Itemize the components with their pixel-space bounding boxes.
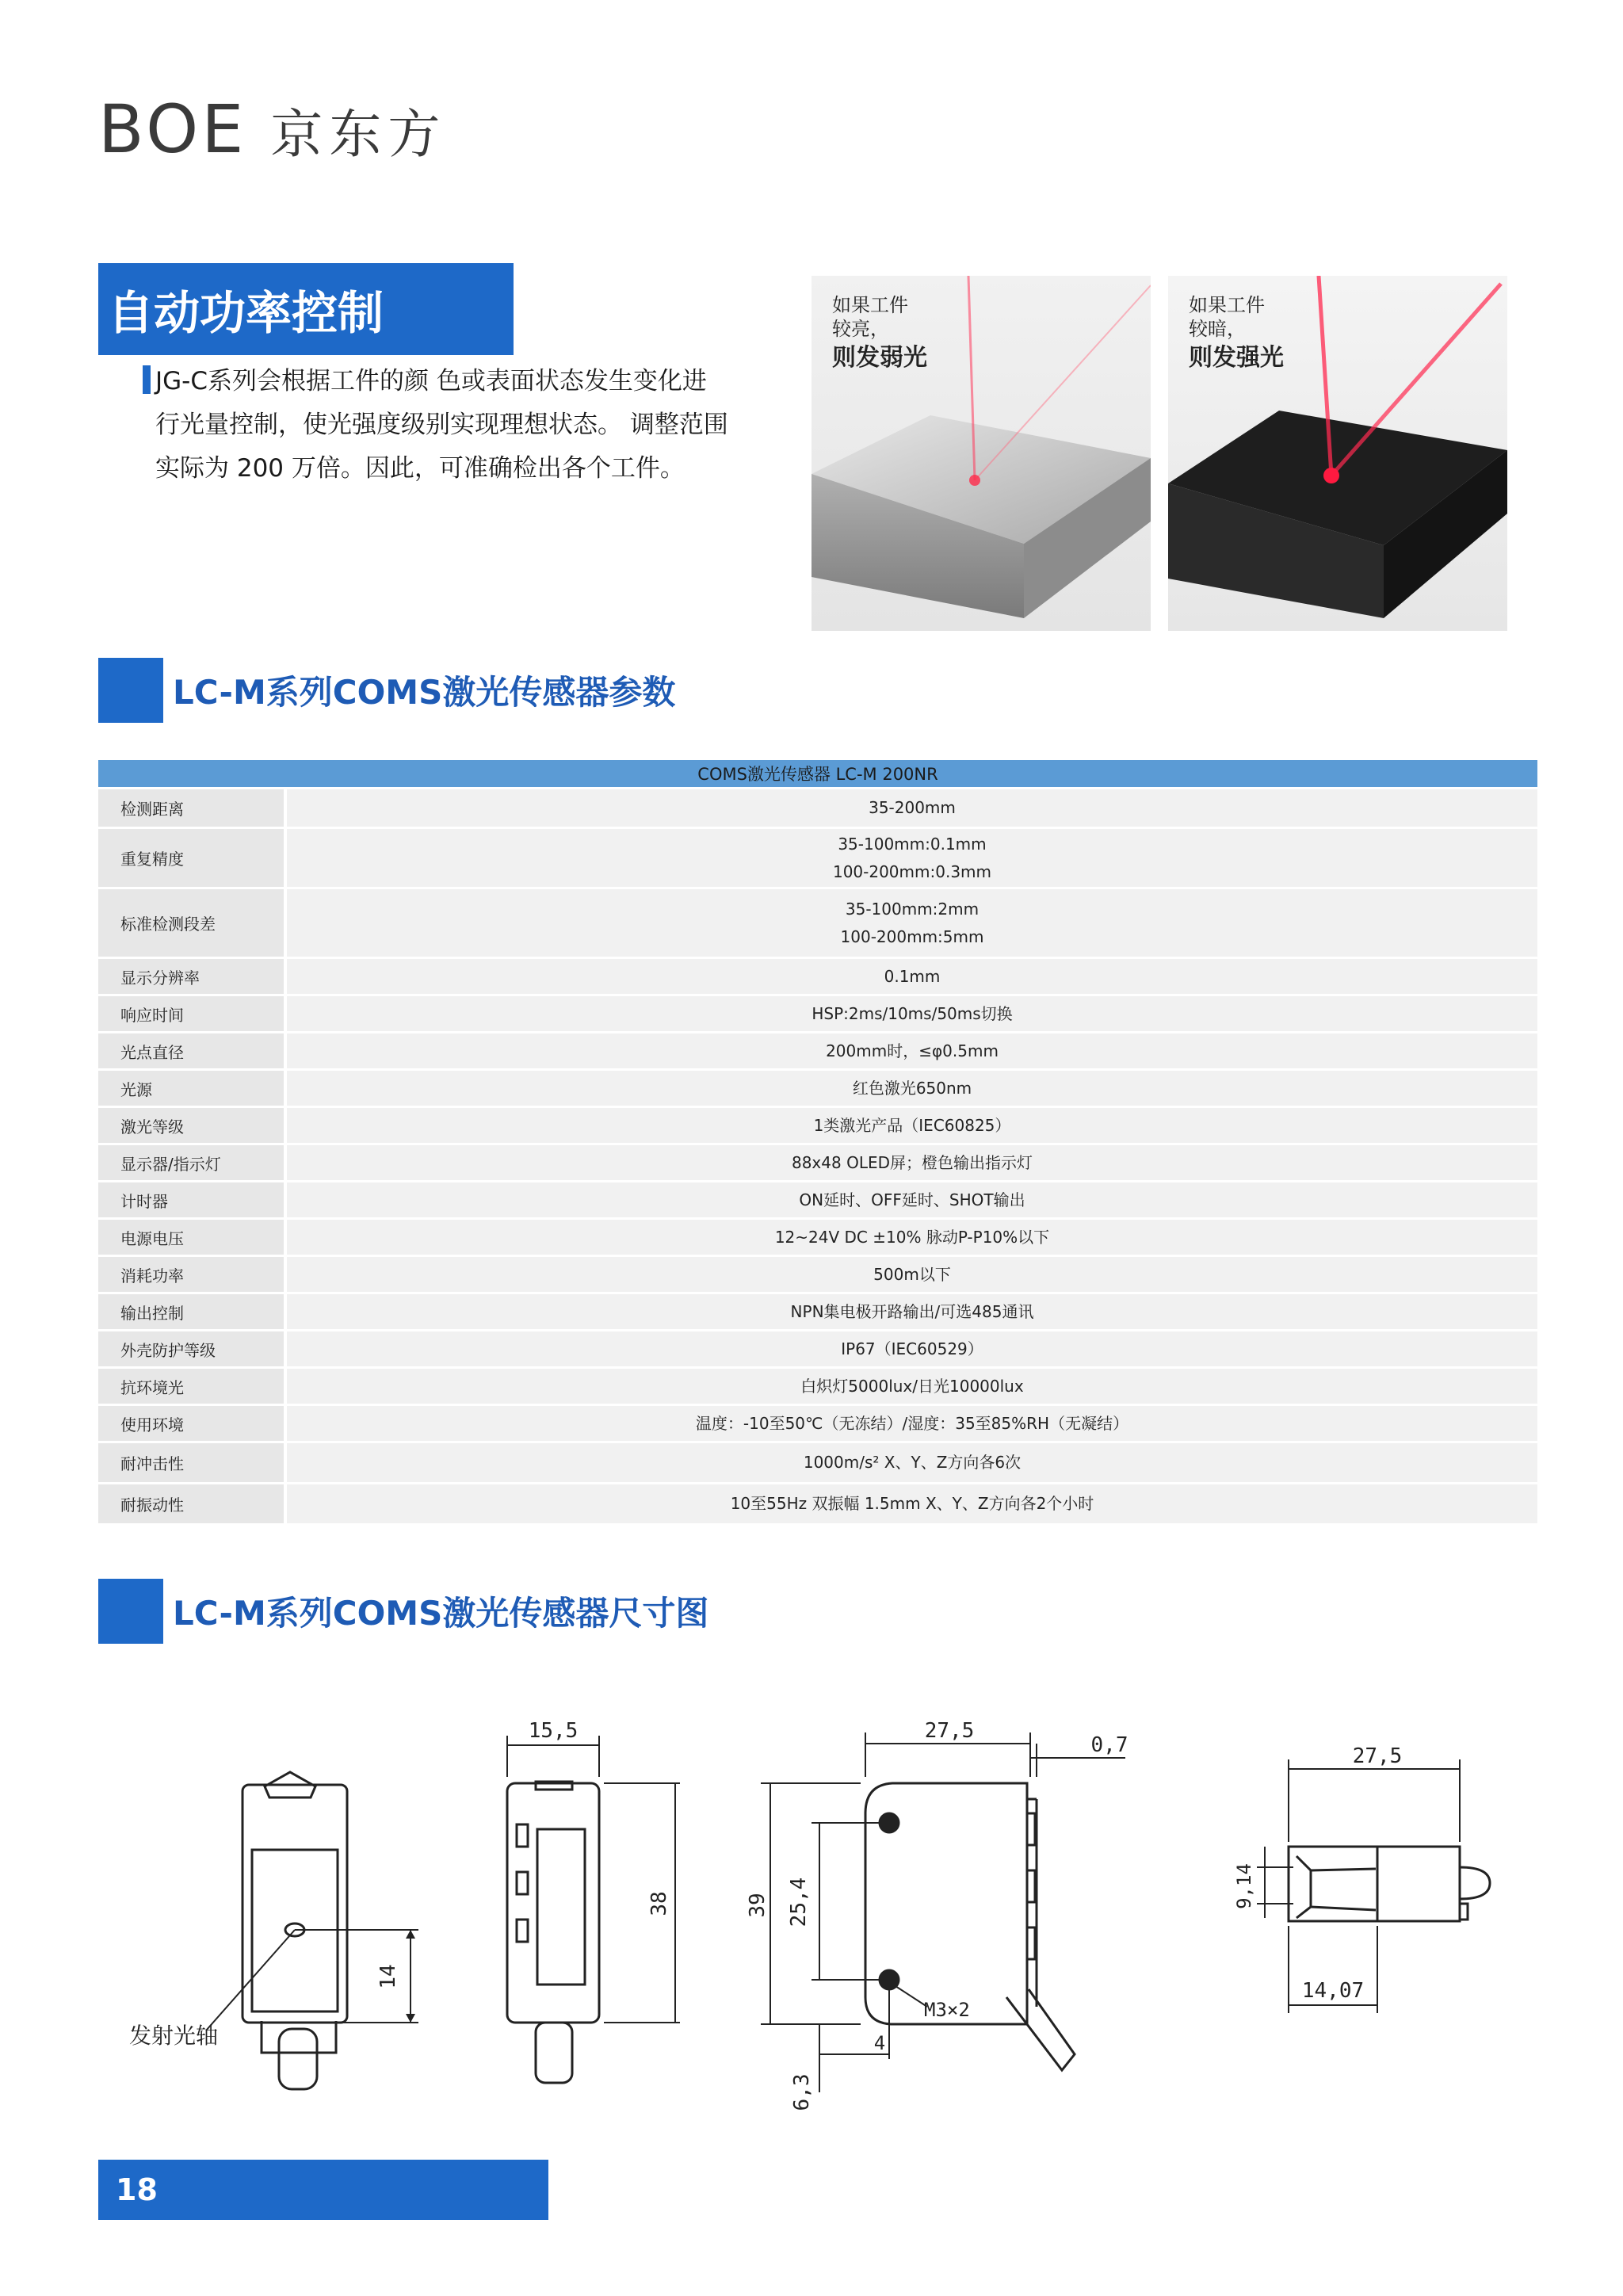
dim-27-5-top: 27,5	[1352, 1744, 1403, 1768]
dim-9-14: 9,14	[1233, 1863, 1255, 1909]
dim-section-title: LC-M系列COMS激光传感器尺寸图	[173, 1594, 709, 1633]
dimension-drawing	[0, 1680, 1623, 2124]
table-row	[98, 1368, 1537, 1405]
spec-key: 耐冲击性	[98, 1442, 285, 1484]
spec-key: 光源	[98, 1070, 285, 1107]
dim-38: 38	[647, 1891, 671, 1916]
dim-14-07: 14,07	[1301, 1979, 1365, 2003]
spec-key: 耐振动性	[98, 1484, 285, 1525]
spec-key: 使用环境	[98, 1405, 285, 1442]
photo-caption-bright: 如果工件 较亮， 则发弱光	[832, 294, 927, 372]
spec-value: NPN集电极开路输出/可选485通讯	[285, 1293, 1537, 1331]
spec-value: 12~24V DC ±10% 脉动P-P10%以下	[285, 1219, 1537, 1256]
spec-value: 红色激光650nm	[285, 1070, 1537, 1107]
spec-value: 200mm时，≤φ0.5mm	[285, 1033, 1537, 1070]
dim-section-header	[98, 1579, 708, 1644]
spec-value: 88x48 OLED屏；橙色输出指示灯	[285, 1144, 1537, 1182]
spec-value: 0.1mm	[285, 958, 1537, 995]
photo-bright-workpiece	[812, 276, 1151, 631]
spec-value: 1类激光产品（IEC60825）	[285, 1107, 1537, 1144]
table-row	[98, 888, 1537, 958]
spec-value: 35-200mm	[285, 789, 1537, 828]
spec-key: 标准检测段差	[98, 888, 285, 958]
spec-key: 电源电压	[98, 1219, 285, 1256]
table-row	[98, 1484, 1537, 1525]
spec-value: HSP:2ms/10ms/50ms切换	[285, 995, 1537, 1033]
spec-value: 10至55Hz 双振幅 1.5mm X、Y、Z方向各2个小时	[285, 1484, 1537, 1525]
table-row	[98, 789, 1537, 828]
side-view	[507, 1719, 680, 2083]
spec-value: ON延时、OFF延时、SHOT输出	[285, 1182, 1537, 1219]
spec-key: 显示器/指示灯	[98, 1144, 285, 1182]
table-row	[98, 1219, 1537, 1256]
spec-key: 重复精度	[98, 828, 285, 888]
spec-key: 计时器	[98, 1182, 285, 1219]
table-row	[98, 1182, 1537, 1219]
logo-latin: BOE	[98, 90, 247, 168]
table-row	[98, 1144, 1537, 1182]
table-row	[98, 1256, 1537, 1293]
boe-logo	[98, 90, 447, 168]
table-row	[98, 1331, 1537, 1368]
accent-bar	[143, 365, 151, 394]
spec-key: 激光等级	[98, 1107, 285, 1144]
main-view	[746, 1719, 1128, 2111]
photo-dark-workpiece	[1168, 276, 1507, 631]
dim-39: 39	[746, 1893, 769, 1918]
table-row	[98, 1033, 1537, 1070]
spec-key: 显示分辨率	[98, 958, 285, 995]
front-view	[129, 1772, 418, 2089]
spec-key: 外壳防护等级	[98, 1331, 285, 1368]
spec-section-title: LC-M系列COMS激光传感器参数	[173, 673, 676, 712]
spec-key: 消耗功率	[98, 1256, 285, 1293]
photo-caption-dark: 如果工件 较暗， 则发强光	[1189, 294, 1284, 372]
page-number: 18	[98, 2160, 548, 2220]
spec-value: 35-100mm:2mm 100-200mm:5mm	[285, 888, 1537, 958]
apc-body	[155, 360, 742, 491]
dim-6-3: 6,3	[790, 2073, 814, 2111]
spec-section-header	[98, 658, 675, 723]
logo-chinese: 京东方	[270, 103, 447, 165]
spec-key: 响应时间	[98, 995, 285, 1033]
spec-key: 抗环境光	[98, 1368, 285, 1405]
section-square	[98, 658, 163, 723]
spec-value: 35-100mm:0.1mm 100-200mm:0.3mm	[285, 828, 1537, 888]
table-row	[98, 1405, 1537, 1442]
apc-line-1: JG-C系列会根据工件的颜 色或表面状态发生变化进	[155, 360, 742, 403]
spec-key: 输出控制	[98, 1293, 285, 1331]
dim-15-5: 15,5	[528, 1719, 579, 1743]
spec-value: 500m以下	[285, 1256, 1537, 1293]
top-view	[1233, 1744, 1490, 2013]
table-row	[98, 1442, 1537, 1484]
spec-value: 白炽灯5000lux/日光10000lux	[285, 1368, 1537, 1405]
table-row	[98, 1293, 1537, 1331]
dim-14: 14	[376, 1964, 400, 1989]
table-row	[98, 1107, 1537, 1144]
table-row	[98, 995, 1537, 1033]
emitter-label: 发射光轴	[129, 2023, 219, 2049]
spec-value: 1000m/s² X、Y、Z方向各6次	[285, 1442, 1537, 1484]
apc-title: 自动功率控制	[98, 263, 514, 355]
table-row	[98, 828, 1537, 888]
dim-4: 4	[873, 2032, 886, 2054]
dim-25-4: 25,4	[787, 1877, 811, 1927]
dim-m3x2: M3×2	[924, 1999, 970, 2021]
table-row	[98, 958, 1537, 995]
spec-table-header: COMS激光传感器 LC-M 200NR	[98, 760, 1537, 789]
spec-table-header-row	[98, 760, 1537, 789]
dim-27-5: 27,5	[924, 1719, 975, 1743]
apc-line-2: 行光量控制，使光强度级别实现理想状态。 调整范围	[155, 411, 728, 439]
section-square	[98, 1579, 163, 1644]
table-row	[98, 1070, 1537, 1107]
spec-value: IP67（IEC60529）	[285, 1331, 1537, 1368]
apc-line-3: 实际为 200 万倍。因此，可准确检出各个工件。	[155, 454, 685, 483]
dim-0-7: 0,7	[1090, 1733, 1128, 1757]
spec-key: 检测距离	[98, 789, 285, 828]
spec-value: 温度：-10至50℃（无冻结）/湿度：35至85%RH（无凝结）	[285, 1405, 1537, 1442]
spec-table	[98, 760, 1537, 1526]
spec-key: 光点直径	[98, 1033, 285, 1070]
